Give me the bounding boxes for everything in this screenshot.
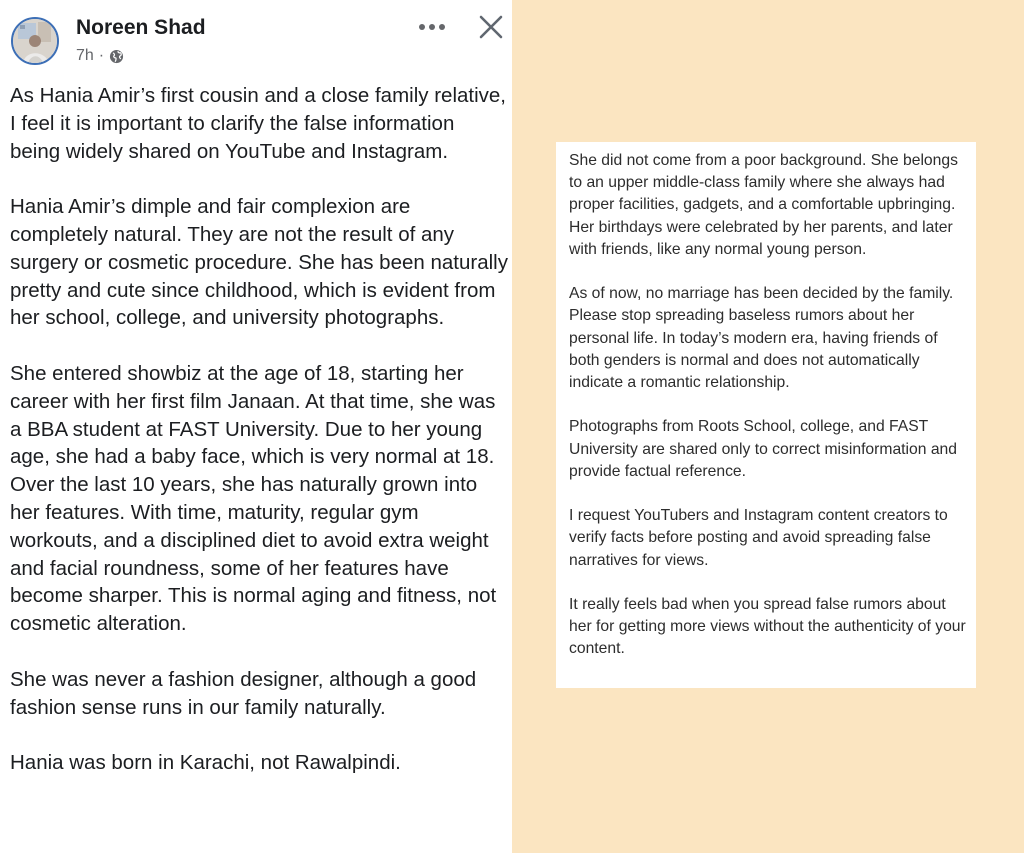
globe-icon[interactable] <box>109 49 124 64</box>
avatar[interactable] <box>11 17 59 65</box>
post-paragraph: She entered showbiz at the age of 18, starting her career with her first film Janaan. At that time, she was a BBA student at FAST University. Due to her young age, she had a baby face, which is very normal at 18. Over the last 10 years, she has naturally grown into her features. With time, maturity, regular gym workouts, and a disciplined diet to avoid extra weight and facial roundness, some of her features have become sharper. This is normal aging and fitness, not cosmetic alteration. <box>10 361 497 636</box>
note-paragraph: Photographs from Roots School, college, and FAST University are shared only to correct misinformation and provide factual reference. <box>569 418 957 480</box>
post-paragraph: Hania Amir’s dimple and fair complexion are completely natural. They are not the result of any surgery or cosmetic procedure. She has been naturally pretty and cute since childhood, which is evident from her school, college, and university photographs. <box>10 195 508 330</box>
note-paragraph: I request YouTubers and Instagram content creators to verify facts before posting and avoid spreading false narratives for views. <box>569 507 948 569</box>
post-time[interactable]: 7h <box>76 47 94 64</box>
author-name[interactable]: Noreen Shad <box>76 16 206 39</box>
post-paragraph: As Hania Amir’s first cousin and a close family relative, I feel it is important to clarify the false information being widely shared on YouTube and Instagram. <box>10 84 506 163</box>
note-paragraph: She did not come from a poor background. She belongs to an upper middle-class family where she always had proper facilities, gadgets, and a comfortable upbringing. Her birthdays were celebrated by her parents, and later with friends, like any normal young person. <box>569 152 958 258</box>
post-paragraph: She was never a fashion designer, although a good fashion sense runs in our family naturally. <box>10 667 477 719</box>
post-meta <box>76 46 124 66</box>
post-header <box>0 0 512 80</box>
continuation-note <box>556 142 976 688</box>
meta-separator: · <box>98 47 105 64</box>
post-text <box>10 82 510 805</box>
avatar-photo-icon <box>13 19 57 63</box>
note-paragraph: As of now, no marriage has been decided by the family. Please stop spreading baseless rumors about her personal life. In today’s modern era, having friends of both genders is normal and does not automatically indicate a romantic relationship. <box>569 285 954 392</box>
more-options-icon[interactable] <box>414 14 450 40</box>
close-icon[interactable] <box>476 12 506 42</box>
note-paragraph: It really feels bad when you spread false rumors about her for getting more views without the authenticity of your content. <box>569 596 966 658</box>
post-paragraph: Hania was born in Karachi, not Rawalpindi. <box>10 751 401 775</box>
